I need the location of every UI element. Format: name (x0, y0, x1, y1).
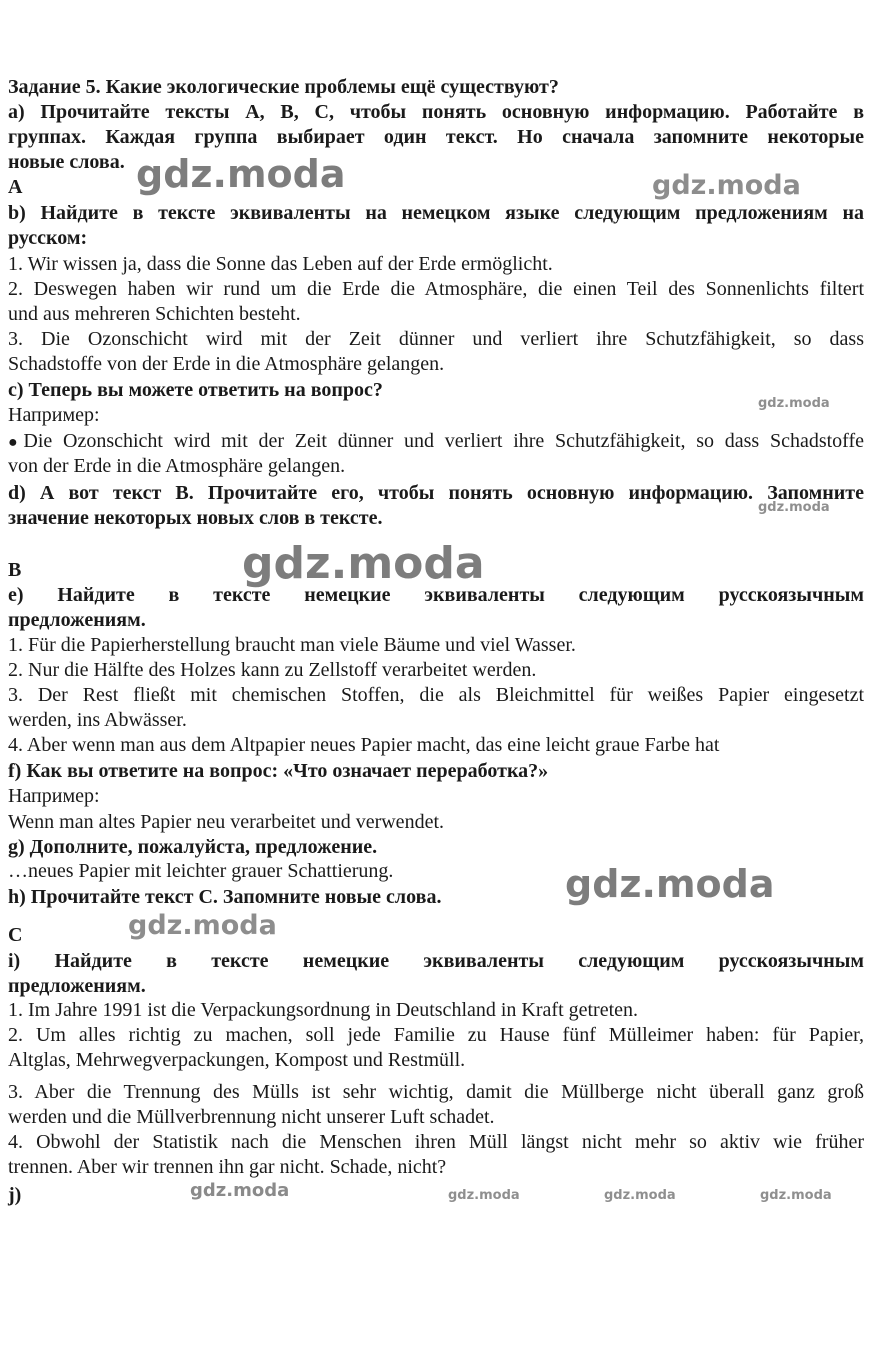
section-b-item-2-line-2: und aus mehreren Schichten besteht. (8, 303, 301, 325)
section-f-heading: f) Как вы ответите на вопрос: «Что означает переработка?» (8, 760, 549, 782)
section-b-line-1: b) Найдите в тексте эквиваленты на немецком языке следующим предложениям на (8, 202, 864, 224)
section-i-item-4-line-1: 4. Obwohl der Statistik nach die Menschen ihren Müll längst nicht mehr so aktiv wie früher (8, 1131, 864, 1153)
section-i-item-2-line-2: Altglas, Mehrwegverpackungen, Kompost und Restmüll. (8, 1049, 466, 1071)
section-i-item-3-line-2: werden und die Müllverbrennung nicht unserer Luft schadet. (8, 1106, 495, 1128)
bullet-icon: ● (8, 434, 24, 451)
section-a-line-3: новые слова. (8, 151, 125, 173)
section-i-item-1: 1. Im Jahre 1991 ist die Verpackungsordnung in Deutschland in Kraft getreten. (8, 999, 639, 1021)
watermark-logo: gdz.moda (760, 1188, 832, 1203)
section-c-answer-text: Die Ozonschicht wird mit der Zeit dünner und verliert ihre Schutzfähigkeit, so dass Schadstoffe (23, 430, 865, 452)
section-i-line-2: предложениям. (8, 975, 146, 997)
section-i-item-4-line-2: trennen. Aber wir trennen ihn gar nicht. Schade, nicht? (8, 1156, 447, 1178)
section-i-item-2-line-1: 2. Um alles richtig zu machen, soll jede Familie zu Hause fünf Mülleimer haben: für Papier, (8, 1024, 864, 1046)
watermark-logo: gdz.moda (652, 170, 801, 201)
section-g-heading: g) Дополните, пожалуйста, предложение. (8, 836, 378, 858)
section-e-item-2: 2. Nur die Hälfte des Holzes kann zu Zellstoff verarbeitet werden. (8, 659, 537, 681)
section-b-item-3-line-2: Schadstoffe von der Erde in die Atmosphäre gelangen. (8, 353, 445, 375)
section-b-item-3-line-1: 3. Die Ozonschicht wird mit der Zeit dünner und verliert ihre Schutzfähigkeit, so dass (8, 328, 864, 350)
section-i-item-3-line-1: 3. Aber die Trennung des Mülls ist sehr wichtig, damit die Müllberge nicht überall ganz groß (8, 1081, 864, 1103)
watermark-logo: gdz.moda (758, 500, 830, 515)
section-e-item-3-line-2: werden, ins Abwässer. (8, 709, 187, 731)
section-d-line-2: значение некоторых новых слов в тексте. (8, 507, 383, 529)
section-e-item-4: 4. Aber wenn man aus dem Altpapier neues Papier macht, das eine leicht graue Farbe hat (8, 734, 720, 756)
section-a-line-2: группах. Каждая группа выбирает один текст. Но сначала запомните некоторые (8, 126, 864, 148)
section-e-item-1: 1. Für die Papierherstellung braucht man viele Bäume und viel Wasser. (8, 634, 576, 656)
watermark-logo: gdz.moda (448, 1188, 520, 1203)
section-h-heading: h) Прочитайте текст C. Запомните новые слова. (8, 886, 442, 908)
watermark-logo: gdz.moda (128, 910, 277, 941)
section-f-example-label: Например: (8, 785, 100, 807)
section-c-heading: c) Теперь вы можете ответить на вопрос? (8, 379, 383, 401)
watermark-logo: gdz.moda (242, 538, 485, 589)
task-title: Задание 5. Какие экологические проблемы ещё существуют? (8, 76, 559, 98)
watermark-logo: gdz.moda (565, 862, 775, 906)
section-d-line-1: d) А вот текст B. Прочитайте его, чтобы понять основную информацию. Запомните (8, 482, 864, 504)
text-label-a: A (8, 176, 23, 198)
section-c-example-label: Например: (8, 404, 100, 426)
section-c-answer-line-1 (8, 429, 864, 455)
watermark-logo: gdz.moda (604, 1188, 676, 1203)
section-b-line-2: русском: (8, 227, 88, 249)
section-e-line-1: e) Найдите в тексте немецкие эквиваленты следующим русскоязычным (8, 584, 864, 606)
watermark-logo: gdz.moda (758, 396, 830, 411)
section-e-line-2: предложениям. (8, 609, 146, 631)
text-label-j: j) (8, 1184, 22, 1206)
section-b-item-1: 1. Wir wissen ja, dass die Sonne das Leben auf der Erde ermöglicht. (8, 253, 553, 275)
section-c-answer-line-2: von der Erde in die Atmosphäre gelangen. (8, 455, 346, 477)
watermark-logo: gdz.moda (190, 1180, 290, 1201)
watermark-logo: gdz.moda (136, 152, 346, 196)
section-a-line-1: a) Прочитайте тексты A, B, C, чтобы понять основную информацию. Работайте в (8, 101, 864, 123)
section-b-item-2-line-1: 2. Deswegen haben wir rund um die Erde die Atmosphäre, die einen Teil des Sonnenlichts filtert (8, 278, 864, 300)
section-i-line-1: i) Найдите в тексте немецкие эквиваленты следующим русскоязычным (8, 950, 864, 972)
section-f-answer: Wenn man altes Papier neu verarbeitet und verwendet. (8, 811, 444, 833)
section-e-item-3-line-1: 3. Der Rest fließt mit chemischen Stoffen, die als Bleichmittel für weißes Papier eingesetzt (8, 684, 864, 706)
section-g-answer: …neues Papier mit leichter grauer Schattierung. (8, 860, 394, 882)
text-label-c: C (8, 924, 23, 946)
text-label-b: B (8, 559, 22, 581)
